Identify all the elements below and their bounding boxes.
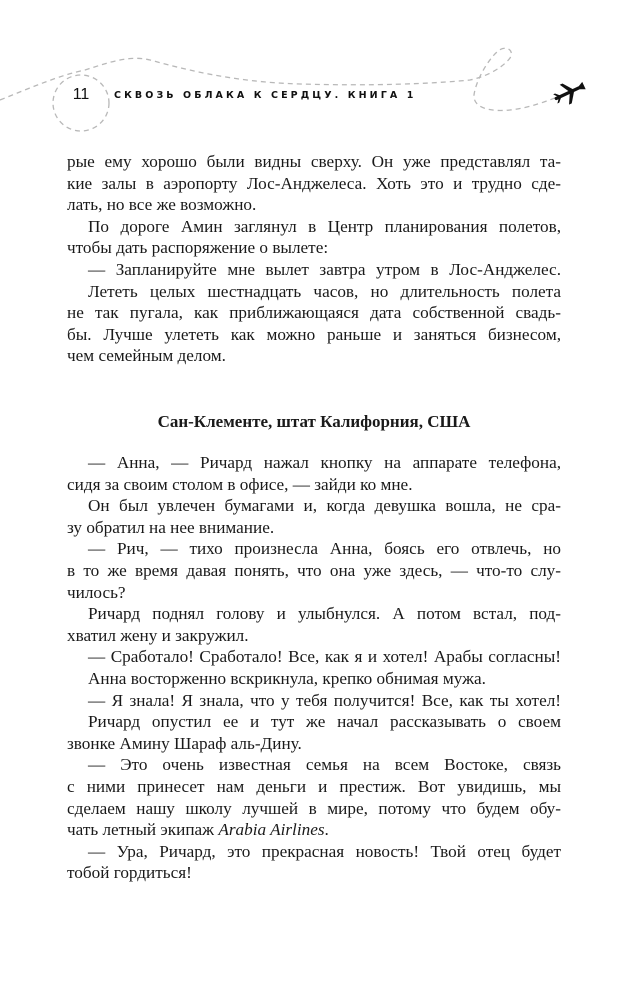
- text-line-content: рые ему хорошо были видны сверху. Он уже представлял та-: [67, 152, 561, 171]
- text-line-content: бы. Лучше улететь как можно раньше и заняться бизнесом,: [67, 324, 561, 344]
- text-line-content: — Рич, — тихо произнесла Анна, боясь его отвлечь, но: [88, 539, 561, 559]
- text-line: [67, 754, 561, 776]
- text-line: [67, 646, 561, 668]
- text-line-content: не так пугала, как приближающаяся дата собственной свадь-: [67, 303, 561, 323]
- text-line: [67, 690, 561, 712]
- body-text-section-1: [67, 151, 561, 367]
- text-line: [67, 560, 561, 582]
- text-line-content: в то же время давая понять, что она уже здесь, — что-то слу-: [67, 560, 561, 580]
- text-line: [67, 452, 561, 474]
- text-line: [67, 733, 561, 755]
- text-line: [67, 517, 561, 539]
- running-title: СКВОЗЬ ОБЛАКА К СЕРДЦУ. КНИГА 1: [114, 90, 417, 101]
- text-line: [67, 194, 561, 216]
- text-line: [67, 711, 561, 733]
- text-line-content: чем семейным делом.: [67, 346, 226, 366]
- text-line-content: чать летный экипаж: [67, 820, 215, 840]
- text-line-content: — Сработало! Сработало! Все, как я и хотел! Арабы согласны!: [88, 647, 561, 667]
- text-line: [67, 259, 561, 281]
- text-line-content: Ричард поднял голову и улыбнулся. А потом встал, под-: [88, 604, 561, 624]
- text-line-content: Он был увлечен бумагами и, когда девушка вошла, не сра-: [88, 496, 561, 516]
- text-line-content: — Запланируйте мне вылет завтра утром в Лос-Анджелес.: [88, 259, 561, 279]
- text-line-content: лать, но все же возможно.: [67, 195, 257, 215]
- text-line-content: — Ура, Ричард, это прекрасная новость! Твой отец будет: [88, 841, 561, 861]
- text-line: [67, 495, 561, 517]
- text-line-content: кие залы в аэропорту Лос-Анджелеса. Хоть это и трудно сде-: [67, 173, 561, 193]
- text-line-content: с ними принесет нам деньги и престиж. Вот увидишь, мы: [67, 776, 561, 796]
- text-line: [67, 324, 561, 346]
- running-header: [0, 0, 644, 140]
- text-line: [67, 302, 561, 324]
- text-line-content: тобой гордиться!: [67, 863, 192, 883]
- text-line: [67, 625, 561, 647]
- text-line: [67, 151, 561, 173]
- airline-name: Arabia Airlines: [218, 820, 325, 840]
- text-line-content: звонке Амину Шараф аль-Дину.: [67, 733, 302, 753]
- body-text-section-2: [67, 452, 561, 884]
- text-line-content: — Это очень известная семья на всем Востоке, связь: [88, 755, 561, 775]
- page-number: 11: [72, 86, 90, 103]
- text-line: [67, 841, 561, 863]
- text-line: чать летный экипаж Arabia Airlines.: [67, 820, 329, 840]
- text-line: [67, 474, 561, 496]
- text-line: [67, 582, 561, 604]
- text-line-content: чилось?: [67, 582, 126, 602]
- text-line-content: Лететь целых шестнадцать часов, но длительность полета: [88, 281, 561, 301]
- text-line: [67, 216, 561, 238]
- text-line: [67, 538, 561, 560]
- text-line: [67, 668, 561, 690]
- text-line-content: — Я знала! Я знала, что у тебя получится! Все, как ты хотел!: [88, 690, 561, 710]
- text-line-content: сделаем нашу школу лучшей в мире, потому что будем обу-: [67, 798, 561, 818]
- text-line: [67, 345, 561, 367]
- airplane-icon: [551, 76, 587, 109]
- text-line-content: Анна восторженно вскрикнула, крепко обнимая мужа.: [88, 668, 486, 688]
- section-heading: Сан-Клементе, штат Калифорния, США: [157, 412, 471, 431]
- text-line: [67, 237, 561, 259]
- text-line-content: — Анна, — Ричард нажал кнопку на аппарате телефона,: [88, 453, 561, 472]
- text-line-content: зу обратил на нее внимание.: [67, 517, 275, 537]
- text-line: [67, 776, 561, 798]
- text-line-content: По дороге Амин заглянул в Центр планирования полетов,: [88, 216, 561, 236]
- text-line: [67, 798, 561, 820]
- text-line: [67, 862, 561, 884]
- text-line: [67, 281, 561, 303]
- text-line-content: хватил жену и закружил.: [67, 625, 249, 645]
- text-line-content: Ричард опустил ее и тут же начал рассказывать о своем: [88, 712, 561, 732]
- flight-path-ornament: [0, 0, 644, 140]
- text-line-content: сидя за своим столом в офисе, — зайди ко мне.: [67, 474, 413, 494]
- text-line: [67, 173, 561, 195]
- text-line: [67, 603, 561, 625]
- text-line-content: чтобы дать распоряжение о вылете:: [67, 238, 329, 258]
